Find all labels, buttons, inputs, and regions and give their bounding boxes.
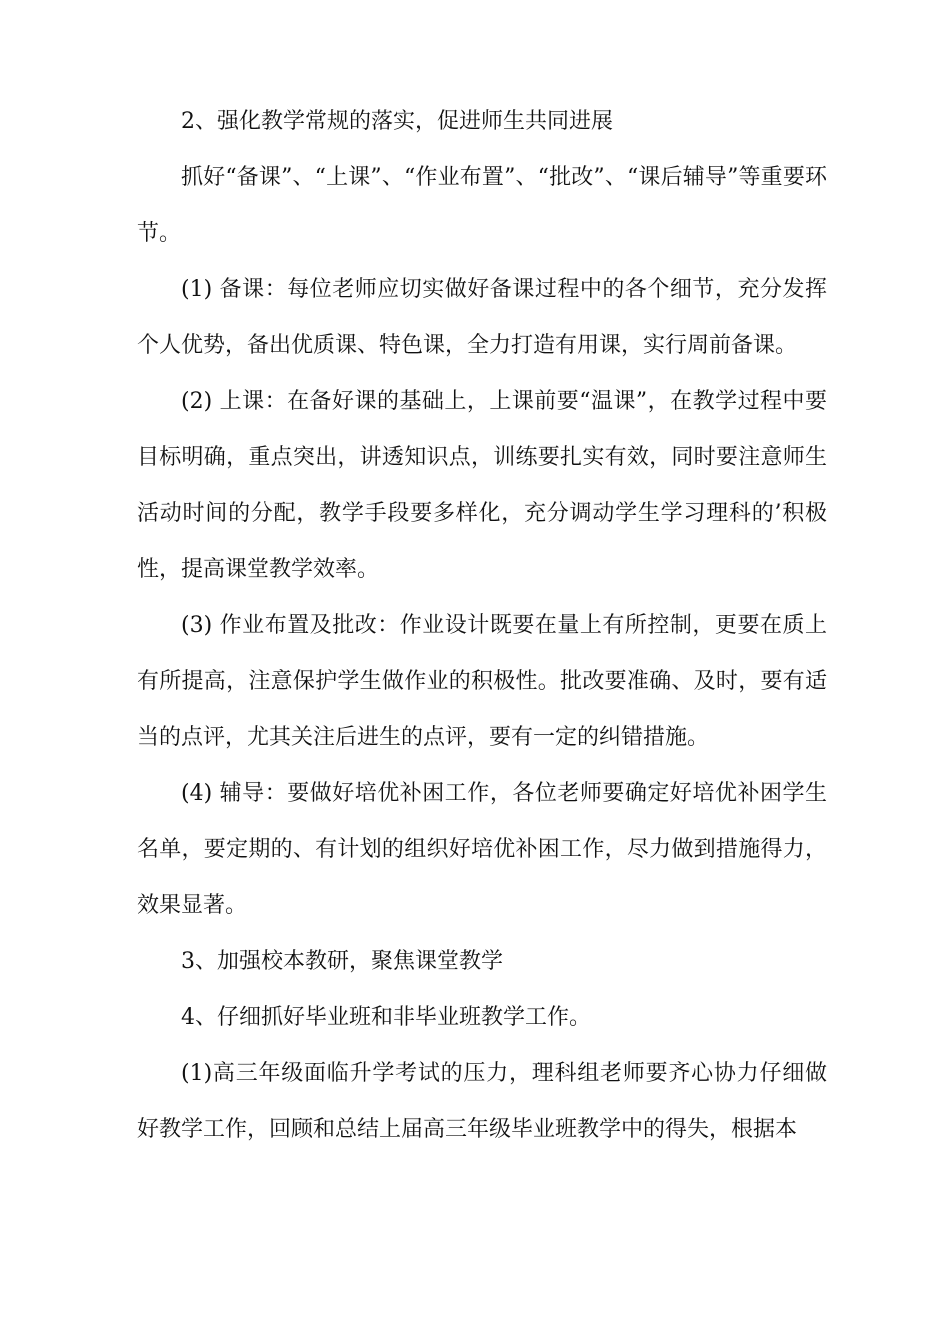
paragraph-teaching: (2) 上课：在备好课的基础上，上课前要“温课”，在教学过程中要目标明确，重点突出，讲透知识点，训练要扎实有效，同时要注意师生活动时间的分配，教学手段要多样化，充分调动学生学习理科的’积极性，提高课堂教学效率。 <box>137 389 827 582</box>
paragraph-section-4-heading: 4、仔细抓好毕业班和非毕业班教学工作。 <box>181 1005 591 1030</box>
document-body <box>137 94 827 1158</box>
paragraph-senior-grade: (1)高三年级面临升学考试的压力，理科组老师要齐心协力仔细做好教学工作，回顾和总结上届高三年级毕业班教学中的得失，根据本 <box>137 1061 827 1142</box>
paragraph-section-2-heading: 2、强化教学常规的落实，促进师生共同进展 <box>181 109 613 134</box>
paragraph-homework: (3) 作业布置及批改：作业设计既要在量上有所控制，更要在质上有所提高，注意保护学生做作业的积极性。批改要准确、及时，要有适当的点评，尤其关注后进生的点评，要有一定的纠错措施。 <box>137 613 827 750</box>
paragraph-lesson-prep: (1) 备课：每位老师应切实做好备课过程中的各个细节，充分发挥个人优势，备出优质课、特色课，全力打造有用课，实行周前备课。 <box>137 277 827 358</box>
paragraph-section-3-heading: 3、加强校本教研，聚焦课堂教学 <box>181 949 503 974</box>
paragraph-key-steps: 抓好“备课”、“上课”、“作业布置”、“批改”、“课后辅导”等重要环节。 <box>137 165 827 246</box>
paragraph-tutoring: (4) 辅导：要做好培优补困工作，各位老师要确定好培优补困学生名单，要定期的、有计划的组织好培优补困工作，尽力做到措施得力，效果显著。 <box>137 781 827 918</box>
